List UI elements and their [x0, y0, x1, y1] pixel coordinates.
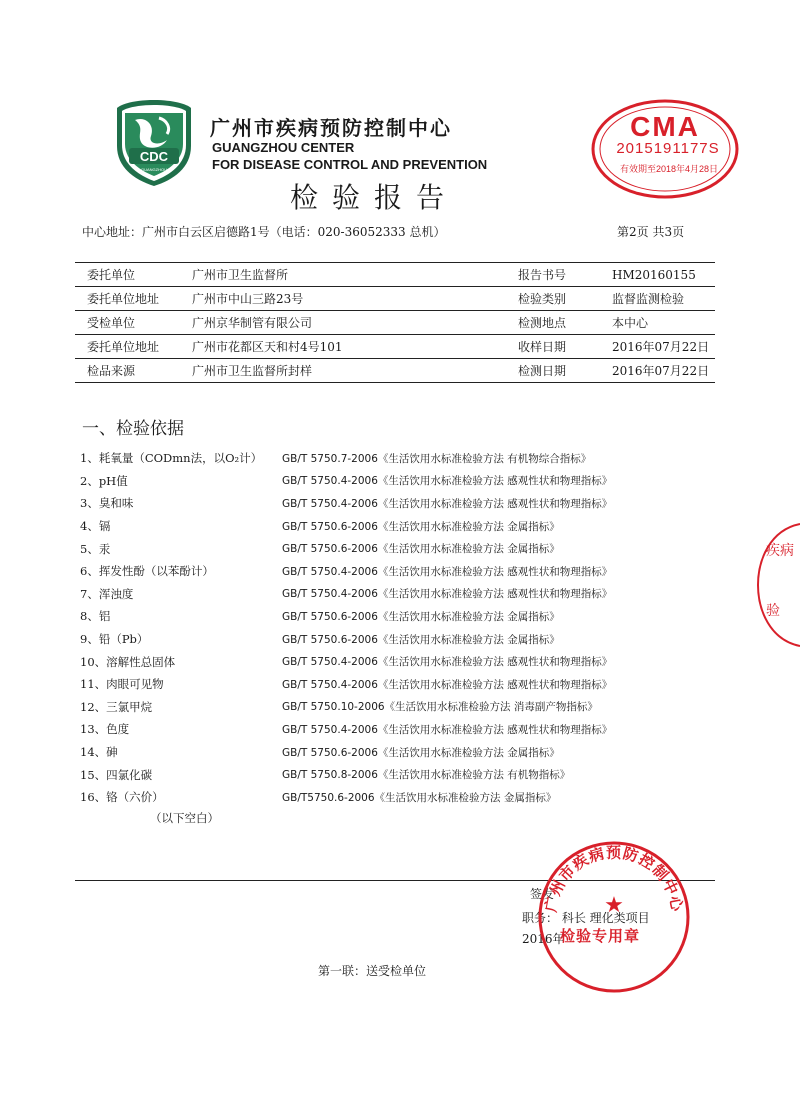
test-standard: GB/T 5750.6-2006《生活饮用水标准检验方法 金属指标》	[282, 543, 560, 556]
info-key: 检测日期	[518, 364, 567, 378]
info-value: 2016年07月22日	[612, 364, 710, 378]
test-standard: GB/T 5750.4-2006《生活饮用水标准检验方法 感观性状和物理指标》	[282, 723, 613, 736]
info-value: 监督监测检验	[612, 292, 685, 306]
test-standard: GB/T 5750.4-2006《生活饮用水标准检验方法 感观性状和物理指标》	[282, 475, 613, 488]
edge-stamp-text: 疾病	[766, 543, 794, 559]
test-standard: GB/T 5750.8-2006《生活饮用水标准检验方法 有机物指标》	[282, 769, 571, 782]
test-standard: GB/T 5750.6-2006《生活饮用水标准检验方法 金属指标》	[282, 520, 560, 533]
signature-position: 职务： 科长 理化类项目	[522, 911, 650, 925]
org-name-en-line2: FOR DISEASE CONTROL AND PREVENTION	[212, 157, 488, 172]
list-item	[80, 492, 710, 515]
test-standard: GB/T 5750.4-2006《生活饮用水标准检验方法 感观性状和物理指标》	[282, 565, 613, 578]
list-item	[80, 673, 710, 696]
org-name-en-line1: GUANGZHOU CENTER	[212, 140, 355, 155]
list-item	[80, 515, 710, 538]
test-standard: GB/T 5750.6-2006《生活饮用水标准检验方法 金属指标》	[282, 633, 560, 646]
svg-text:★: ★	[604, 893, 624, 918]
test-item: 10、溶解性总固体	[80, 654, 176, 669]
list-item	[80, 583, 710, 606]
test-standard: GB/T5750.6-2006《生活饮用水标准检验方法 金属指标》	[282, 791, 557, 804]
cma-letters: CMA	[630, 111, 700, 142]
info-key: 报告书号	[518, 268, 567, 282]
list-item	[80, 537, 710, 560]
info-row	[75, 359, 715, 383]
info-key: 收样日期	[518, 340, 567, 354]
info-key: 检品来源	[87, 364, 136, 378]
list-item	[80, 470, 710, 493]
list-item	[80, 741, 710, 764]
info-value: 广州京华制管有限公司	[192, 316, 313, 330]
info-key: 委托单位地址	[87, 292, 160, 306]
test-item: 7、浑浊度	[80, 586, 134, 601]
test-standard: GB/T 5750.10-2006《生活饮用水标准检验方法 消毒副产物指标》	[282, 701, 598, 714]
cma-validity: 有效期至2018年4月28日	[619, 164, 719, 174]
info-value: HM20160155	[612, 267, 696, 282]
report-title: 检验报告	[290, 181, 459, 214]
list-item	[80, 786, 710, 809]
test-item: 2、pH值	[80, 473, 128, 488]
list-item	[80, 650, 710, 673]
info-row	[75, 263, 715, 287]
test-item: 4、镉	[80, 519, 111, 534]
test-item: 13、色度	[80, 722, 130, 737]
info-row	[75, 311, 715, 335]
seal-center-text: 检验专用章	[560, 927, 641, 945]
test-standard: GB/T 5750.4-2006《生活饮用水标准检验方法 感观性状和物理指标》	[282, 678, 613, 691]
list-item	[80, 560, 710, 583]
test-item: 3、臭和味	[80, 496, 134, 511]
test-item: 8、铝	[80, 609, 111, 624]
info-row	[75, 335, 715, 359]
info-value: 广州市花都区天和村4号101	[192, 340, 343, 354]
info-value: 广州市中山三路23号	[192, 292, 304, 306]
list-item	[80, 447, 710, 470]
list-item	[80, 628, 710, 651]
test-item: 15、四氯化碳	[80, 767, 153, 782]
test-item: 9、铅（Pb）	[80, 632, 149, 647]
list-item	[80, 718, 710, 741]
info-key: 检验类别	[518, 292, 567, 306]
info-key: 受检单位	[87, 316, 136, 330]
test-standard: GB/T 5750.6-2006《生活饮用水标准检验方法 金属指标》	[282, 610, 560, 623]
blank-below-note: （以下空白）	[150, 811, 219, 825]
test-item: 6、挥发性酚（以苯酚计）	[80, 564, 214, 579]
info-key: 委托单位	[87, 268, 136, 282]
test-item: 1、耗氧量（CODmn法，以O₂计）	[80, 451, 263, 466]
center-address: 中心地址：广州市白云区启德路1号（电话：020-36052333 总机）	[82, 225, 446, 239]
info-row	[75, 287, 715, 311]
test-item: 5、汞	[80, 541, 111, 556]
test-standard: GB/T 5750.4-2006《生活饮用水标准检验方法 感观性状和物理指标》	[282, 497, 613, 510]
test-item: 16、铬（六价）	[80, 790, 164, 805]
info-value: 广州市卫生监督所封样	[192, 364, 313, 378]
official-seal-icon	[535, 838, 693, 996]
info-key: 委托单位地址	[87, 340, 160, 354]
info-value: 广州市卫生监督所	[192, 268, 289, 282]
list-item	[80, 605, 710, 628]
cdc-logo-subtext: GUANGZHOU	[141, 167, 167, 172]
seal-ring-text: 广州市疾病预防控制中心	[541, 843, 687, 914]
list-item	[80, 696, 710, 719]
test-basis-list	[80, 447, 710, 809]
test-standard: GB/T 5750.4-2006《生活饮用水标准检验方法 感观性状和物理指标》	[282, 588, 613, 601]
cdc-logo-text: CDC	[139, 149, 169, 164]
test-standard: GB/T 5750.4-2006《生活饮用水标准检验方法 感观性状和物理指标》	[282, 656, 613, 669]
cdc-logo-icon	[115, 98, 193, 188]
info-key: 检测地点	[518, 316, 567, 330]
signature-date: 2016年	[522, 932, 565, 946]
info-value: 2016年07月22日	[612, 340, 710, 354]
org-name-cn: 广州市疾病预防控制中心	[210, 116, 452, 140]
page-number: 第2页 共3页	[617, 225, 685, 239]
info-table	[75, 262, 715, 383]
list-item	[80, 763, 710, 786]
copy-note: 第一联：送受检单位	[318, 964, 427, 978]
test-item: 12、三氯甲烷	[80, 699, 153, 714]
section-title: 一、检验依据	[82, 419, 184, 439]
signature-name: 签发	[530, 887, 555, 901]
info-value: 本中心	[612, 316, 649, 330]
edge-stamp-text: 验	[766, 603, 780, 619]
test-standard: GB/T 5750.7-2006《生活饮用水标准检验方法 有机物综合指标》	[282, 452, 592, 465]
test-item: 14、砷	[80, 745, 118, 760]
test-standard: GB/T 5750.6-2006《生活饮用水标准检验方法 金属指标》	[282, 746, 560, 759]
cma-number: 2015191177S	[616, 140, 720, 157]
test-item: 11、肉眼可见物	[80, 677, 164, 692]
